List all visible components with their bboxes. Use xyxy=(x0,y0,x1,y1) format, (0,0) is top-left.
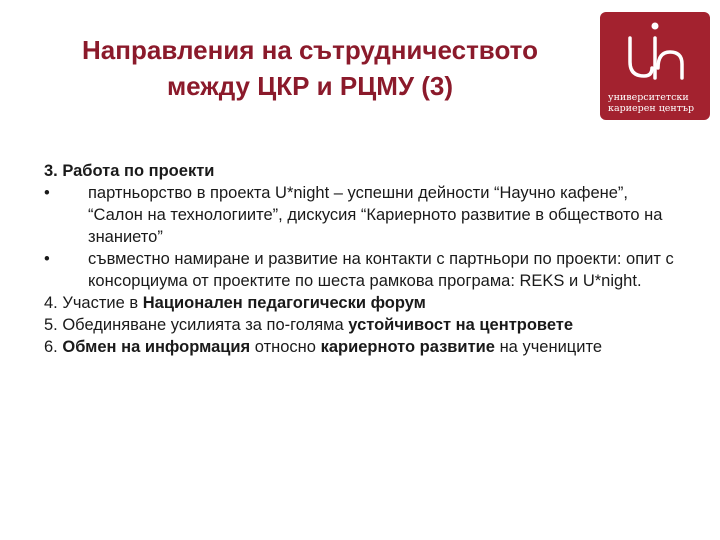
bullet-item-1 xyxy=(44,182,684,248)
title-line-1: Направления на сътрудничеството xyxy=(82,35,538,65)
item-6-number: 6. xyxy=(44,338,63,356)
logo-text xyxy=(608,92,708,114)
numbered-item-6 xyxy=(44,336,684,358)
slide-title xyxy=(30,32,590,104)
slide-body xyxy=(44,160,684,358)
item-6-suffix: на учениците xyxy=(494,338,603,356)
logo-text-line-2: кариерен център xyxy=(608,103,695,114)
section-heading: 3. Работа по проекти xyxy=(44,162,215,180)
numbered-item-4 xyxy=(44,292,684,314)
bullet-text: съвместно намиране и развитие на контакти с партньори по проекти: опит с консорциума от проектите по шеста рамкова програма: REKS и U*night. xyxy=(88,250,674,290)
title-line-2: между ЦКР и РЦМУ (3) xyxy=(166,71,454,101)
item-6-mid: относно xyxy=(250,338,321,356)
item-4-prefix: 4. Участие в xyxy=(44,294,143,312)
bullet-marker: • xyxy=(44,184,50,202)
numbered-item-5 xyxy=(44,314,684,336)
item-4-bold: Национален педагогически форум xyxy=(142,294,426,312)
bullet-marker: • xyxy=(44,250,50,268)
item-6-bold-2: кариерното развитие xyxy=(320,338,495,356)
item-5-prefix: 5. Обединяване усилията за по-голяма xyxy=(44,316,349,334)
bullet-text: партньорство в проекта U*night – успешни дейности “Научно кафене”, “Салон на технологиите”, дискусия “Кариерното развитие в обществото на знанието” xyxy=(88,184,663,246)
bullet-item-2 xyxy=(44,248,684,292)
logo-mark-icon xyxy=(600,12,710,92)
logo-text-line-1: университетски xyxy=(608,92,689,103)
university-career-center-logo xyxy=(600,12,710,120)
item-5-bold: устойчивост на центровете xyxy=(348,316,574,334)
item-6-bold-1: Обмен на информация xyxy=(62,338,251,356)
